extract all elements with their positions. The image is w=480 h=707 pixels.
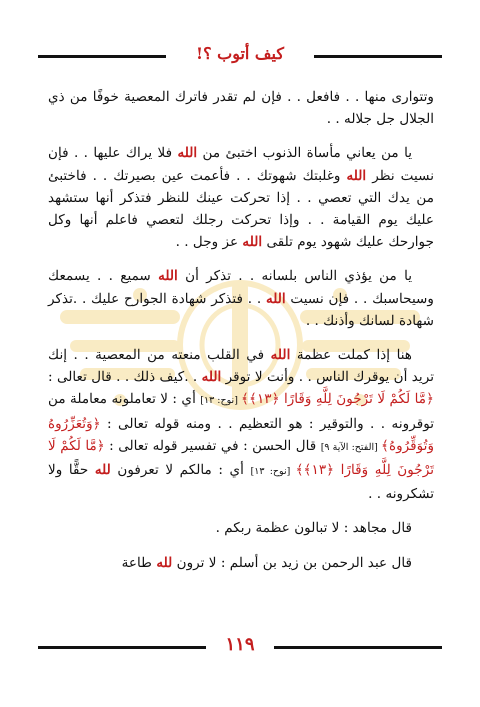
text-run: وتتوارى منها . . فافعل . . فإن لم تقدر فاترك المعصية خوفًا من ذي الجلال جل جلاله . .	[48, 89, 434, 128]
quran-verse: ﴿مَّا لَكُمْ لَا تَرْجُونَ لِلَّهِ وَقَارًا ﴿١٣﴾﴾	[241, 391, 434, 408]
text-run: يا من يعاني مأساة الذنوب اختبئ من	[197, 145, 412, 162]
paragraph	[48, 552, 434, 574]
text-run: . . فتذكر شهادة الجوارح عليك . .تذكر شهادة لسانك وأذنك . .	[48, 290, 434, 329]
text-run: أي : مالكم لا تعرفون	[110, 462, 251, 479]
text-run: طاعة	[121, 554, 157, 571]
text-run: . .كيف ذلك . . قال تعالى :	[48, 369, 202, 386]
text-run: عز وجل . .	[175, 234, 243, 251]
divine-name: الله	[265, 290, 286, 307]
text-run: سميع . . يسمعك وسيحاسبك . . فإن نسيت	[48, 268, 434, 307]
text-run: وغلبتك شهوتك . . فأعمت عين بصيرتك . . فاختبئ من يدك التي تعصي . . إذا تحركت عينك للنظر فتذكر أنها ستشهد عليك يوم القيامة . . وإذا تحركت رجلك لتعصي فاعلم أنها وكل جوارحك عليك شهود يوم تلقى	[48, 167, 434, 251]
divine-name: الله	[346, 167, 367, 184]
footer-rule-left	[38, 646, 206, 649]
quran-verse: ﴿مَّا لَكُمْ لَا تَرْجُونَ لِلَّهِ وَقَارًا ﴿١٣﴾﴾	[48, 437, 434, 479]
divine-name: الله	[242, 234, 263, 251]
page-number: ١١٩	[225, 634, 255, 655]
divine-name: الله	[201, 369, 222, 386]
text-run: هنا إذا كملت عظمة	[290, 347, 412, 364]
text-run: يا من يؤذي الناس بلسانه . . تذكر أن	[177, 268, 413, 285]
paragraph	[48, 517, 434, 539]
body-text	[48, 86, 434, 586]
divine-name: لله	[156, 554, 173, 571]
text-run: قال مجاهد : لا تبالون عظمة ربكم .	[215, 520, 412, 537]
verse-reference: [نوح: ١٣]	[200, 395, 242, 407]
paragraph	[48, 344, 434, 505]
verse-reference: [الفتح: الآية ٩]	[320, 441, 381, 453]
divine-name: الله	[177, 145, 198, 162]
paragraph	[48, 142, 434, 253]
header-rule-left	[38, 55, 166, 58]
text-run: حقًّا ولا تشكرونه . .	[48, 462, 434, 503]
divine-name: لله	[94, 462, 111, 479]
text-run: أي : لا تعاملونه معاملة من توقرونه . . والتوقير : هو التعظيم . . ومنه قوله تعالى :	[48, 391, 434, 432]
quran-verse: ﴿وَتُعَزِّرُوهُ وَتُوَقِّرُوهُ﴾	[48, 415, 435, 454]
paragraph	[48, 86, 434, 130]
text-run: في القلب منعته من المعصية . . إنك تريد أن يوقرك الناس . . وأنت لا توقر	[48, 347, 434, 386]
divine-name: الله	[158, 268, 178, 285]
page-header	[38, 44, 442, 68]
running-title: كيف أتوب ؟!	[196, 44, 284, 63]
page-footer	[38, 634, 442, 664]
verse-reference: [نوح: ١٣]	[250, 466, 296, 478]
text-run: فلا يراك عليها . . فإن نسيت نظر	[48, 145, 434, 184]
text-run: قال عبد الرحمن بن زيد بن أسلم : لا ترون	[172, 554, 412, 571]
divine-name: الله	[270, 347, 291, 364]
paragraph	[48, 265, 434, 332]
text-run: قال الحسن : في تفسير قوله تعالى :	[104, 437, 321, 454]
